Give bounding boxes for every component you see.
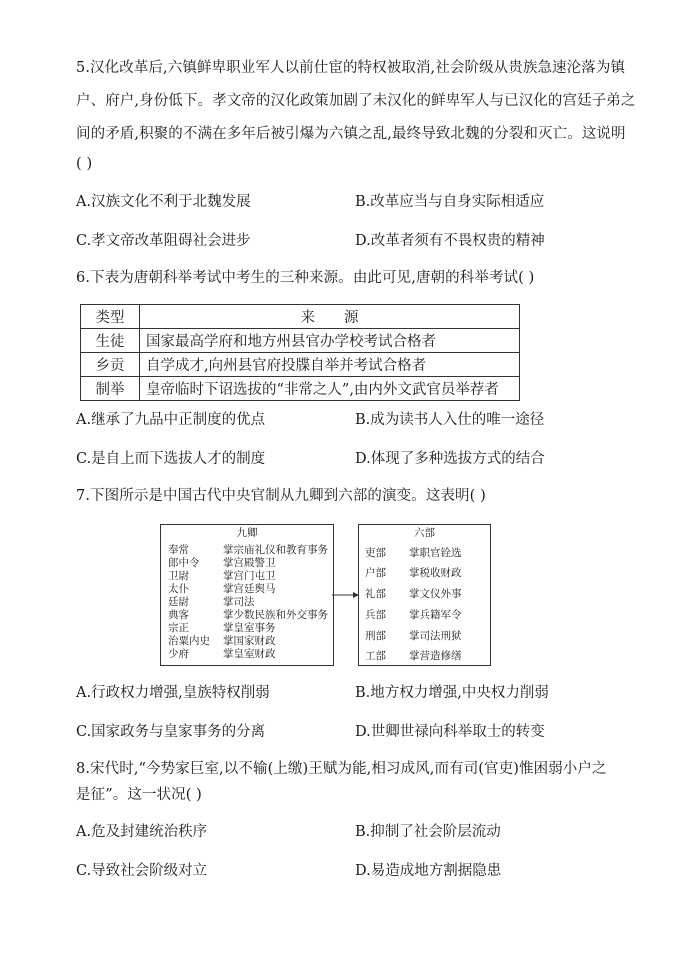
table-cell-type: 生徒 [81,329,140,353]
q7-stem: 7.下图所示是中国古代中央官制从九卿到六部的演变。这表明( ) [76,488,486,504]
office-duty: 掌宗庙礼仪和教育事务 [223,544,328,556]
table-header-type: 类型 [81,305,140,329]
table-row [81,377,520,401]
ministry-name: 兵部 [365,609,386,621]
q8-stem-line-1: 8.宋代时,“今势家巨室,以不输(上缴)王赋为能,相习成风,而有司(官吏)惟困弱小户之 [76,761,607,777]
arrow-right-icon [332,590,359,600]
q7-official-system-diagram [160,524,490,666]
office-name: 典客 [168,609,189,621]
q5-stem-line-1: 5.汉化改革后,六镇鲜卑职业军人以前仕宦的特权被取消,社会阶级从贵族急速沦落为镇 [76,60,626,76]
q7-option-b: B.地方权力增强,中央权力削弱 [355,685,549,701]
office-duty: 掌皇室事务 [223,622,276,634]
q8-option-a: A.危及封建统治秩序 [76,824,208,840]
office-name: 太仆 [168,583,189,595]
q5-stem-line-4: ( ) [76,156,93,172]
q6-source-table [80,304,520,401]
q5-option-a: A.汉族文化不利于北魏发展 [76,194,251,210]
q7-option-d: D.世卿世禄向科举取士的转变 [355,724,545,740]
office-duty: 掌司法 [223,596,255,608]
table-cell-type: 乡贡 [81,353,140,377]
ministry-name: 礼部 [365,588,386,600]
ministry-duty: 掌税收财政 [409,567,462,579]
q5-option-b: B.改革应当与自身实际相适应 [355,194,545,210]
jiuqing-title: 九卿 [236,527,258,539]
office-name: 少府 [168,648,189,660]
office-duty: 掌宫殿警卫 [223,557,276,569]
q8-stem-line-2: 是征”。这一状况( ) [76,787,202,803]
office-duty: 掌宫门屯卫 [223,570,276,582]
ministry-duty: 掌文仪外事 [409,588,462,600]
ministry-duty: 掌职官铨选 [409,547,462,559]
office-duty: 掌皇室财政 [223,648,276,660]
q7-option-a: A.行政权力增强,皇族特权削弱 [76,685,270,701]
ministry-name: 刑部 [365,630,386,642]
office-duty: 掌少数民族和外交事务 [223,609,328,621]
table-header-row [81,305,520,329]
jiuqing-box [160,524,334,666]
table-row [81,353,520,377]
q5-option-c: C.孝文帝改革阻碍社会进步 [76,233,251,249]
ministry-duty: 掌兵籍军令 [409,609,462,621]
q6-option-a: A.继承了九品中正制度的优点 [76,412,266,428]
ministry-name: 户部 [365,567,386,579]
table-cell-type: 制举 [81,377,140,401]
office-name: 宗正 [168,622,189,634]
liubu-title: 六部 [414,527,435,539]
q5-stem-line-3: 间的矛盾,积聚的不满在多年后被引爆为六镇之乱,最终导致北魏的分裂和灭亡。这说明 [76,126,626,142]
ministry-name: 吏部 [365,547,386,559]
q6-option-d: D.体现了多种选拔方式的结合 [355,451,545,467]
office-duty: 掌国家财政 [223,635,276,647]
table-row [81,329,520,353]
office-name: 奉常 [168,544,189,556]
q7-option-c: C.国家政务与皇家事务的分离 [76,724,266,740]
q8-option-d: D.易造成地方割据隐患 [355,863,502,879]
q5-option-d: D.改革者须有不畏权贵的精神 [355,233,545,249]
office-name: 治粟内史 [168,635,210,647]
office-duty: 掌宫廷舆马 [223,583,276,595]
q6-option-c: C.是自上而下选拔人才的制度 [76,451,266,467]
q6-option-b: B.成为读书人入仕的唯一途径 [355,412,545,428]
q8-option-b: B.抑制了社会阶层流动 [355,824,501,840]
office-name: 郎中令 [168,557,200,569]
table-cell-source: 皇帝临时下诏选拔的“非常之人”,由内外文武官员举荐者 [140,377,520,401]
liubu-box [358,524,491,666]
table-header-source: 来 源 [140,305,520,329]
table-cell-source: 国家最高学府和地方州县官办学校考试合格者 [140,329,520,353]
office-name: 廷尉 [168,596,189,608]
table-cell-source: 自学成才,向州县官府投牒自举并考试合格者 [140,353,520,377]
ministry-duty: 掌司法刑狱 [409,630,462,642]
q5-stem-line-2: 户、府户,身份低下。孝文帝的汉化政策加剧了未汉化的鲜卑军人与已汉化的宫廷子弟之 [76,93,636,109]
q6-stem: 6.下表为唐朝科举考试中考生的三种来源。由此可见,唐朝的科举考试( ) [76,270,535,286]
ministry-duty: 掌营造修缮 [409,650,462,662]
ministry-name: 工部 [365,650,386,662]
office-name: 卫尉 [168,570,189,582]
q8-option-c: C.导致社会阶级对立 [76,863,208,879]
